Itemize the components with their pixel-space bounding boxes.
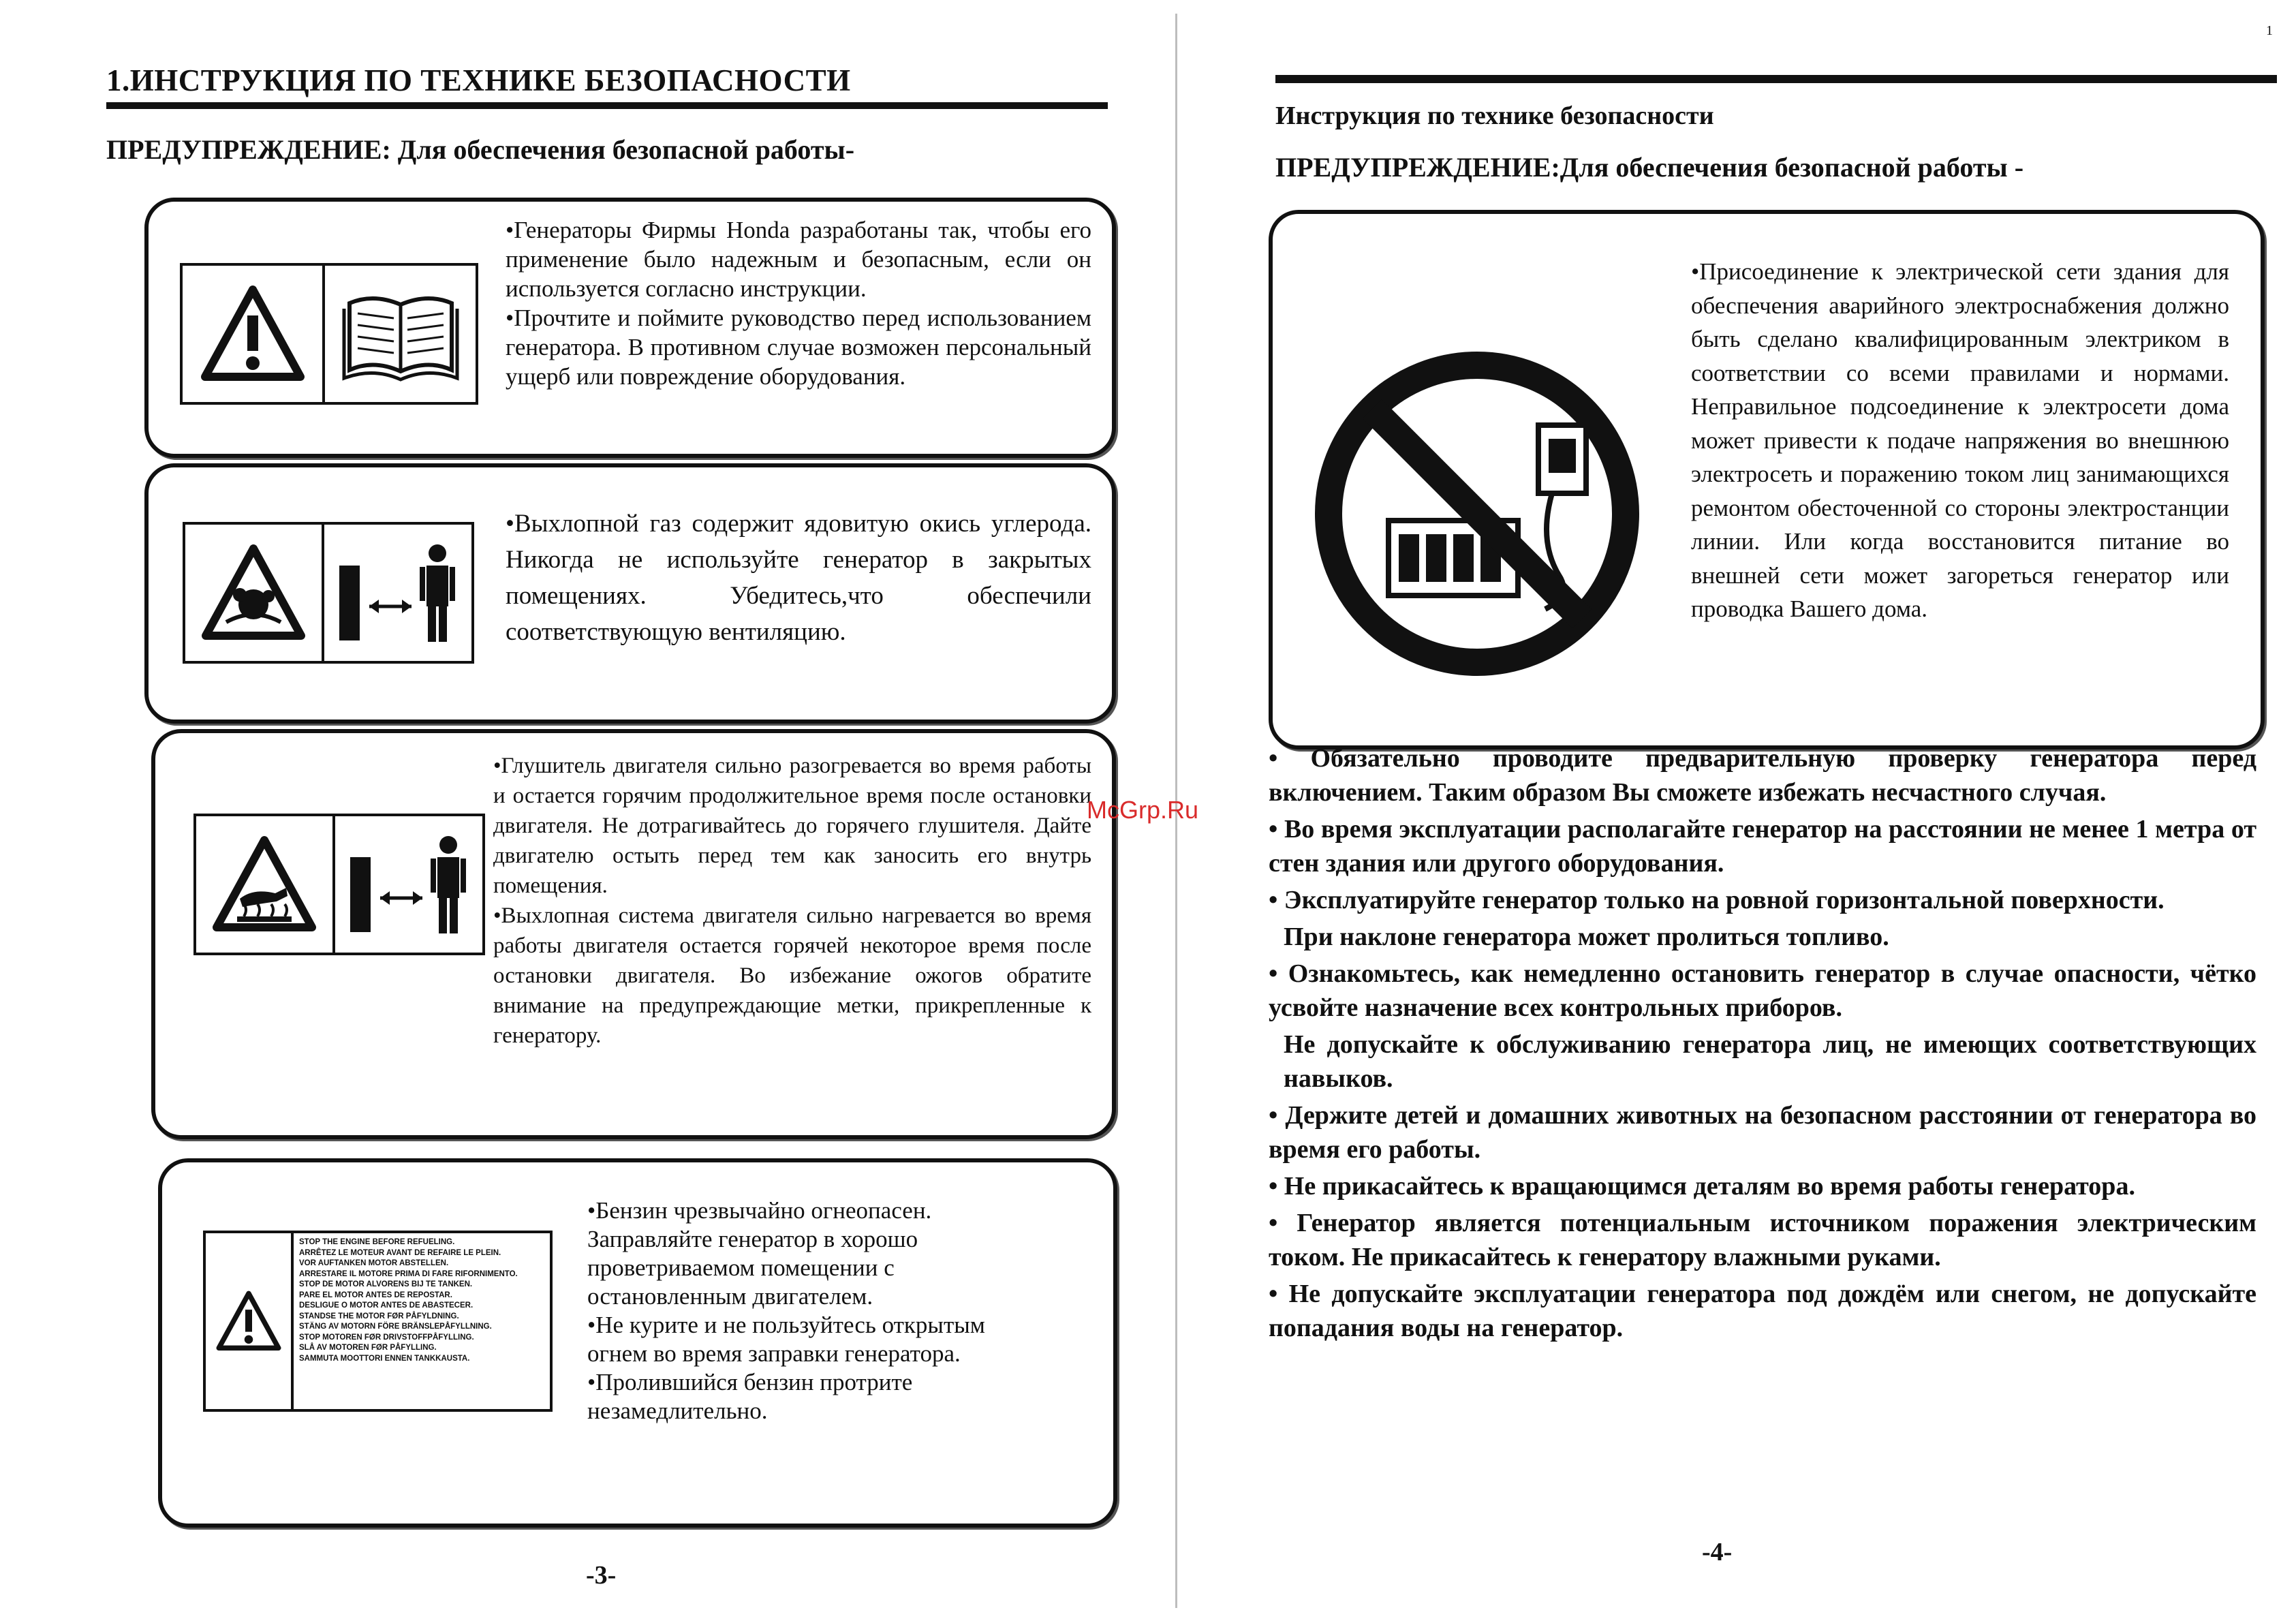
bullet-item: • Эксплуатируйте генератор только на ровной горизонтальной поверхности. xyxy=(1269,886,2165,914)
box2-paragraph-1: •Выхлопной газ содержит ядовитую окись углерода. Никогда не используйте генератор в закрытых помещениях. Убедитесь,что обеспечили соответствующую вентиляцию. xyxy=(506,510,1091,646)
box1-paragraph-2: •Прочтите и поймите руководство перед использованием генератора. В противном случае возможен персональный ущерб или повреждение оборудования. xyxy=(506,305,1091,390)
sticker-line: VOR AUFTANKEN MOTOR ABSTELLEN. xyxy=(299,1259,449,1267)
bullet-item: • Держите детей и домашних животных на безопасном расстоянии от генератора во время его работы. xyxy=(1269,1101,2256,1164)
page-number-right: -4- xyxy=(1702,1538,1733,1566)
box3-text xyxy=(493,751,1091,1051)
sticker-line: ARRÊTEZ LE MOTEUR AVANT DE REFAIRE LE PLEIN. xyxy=(299,1248,501,1257)
box1-paragraph-1: •Генераторы Фирмы Honda разработаны так, чтобы его применение было надежным и безопасным, если он используется согласно инструкции. xyxy=(506,217,1091,302)
sticker-line: STÄNG AV MOTORN FÖRE BRÄNSLEPÅFYLLNING. xyxy=(299,1323,492,1331)
sticker-line: ARRESTARE IL MOTORE PRIMA DI FARE RIFORNIMENTO. xyxy=(299,1269,518,1278)
box2-text xyxy=(506,506,1091,650)
sticker-line: STANDSE THE MOTOR FØR PÅFYLDNING. xyxy=(299,1312,459,1320)
watermark: McGrp.Ru xyxy=(1087,796,1199,824)
sticker-line: STOP MOTOREN FØR DRIVSTOFFPÅFYLLING. xyxy=(299,1333,474,1342)
box4-paragraph-3: •Пролившийся бензин протрите незамедлительно. xyxy=(587,1369,913,1424)
corner-mark: 1 xyxy=(2266,23,2273,38)
sticker-line: PARE EL MOTOR ANTES DE REPOSTAR. xyxy=(299,1290,452,1299)
title-underline xyxy=(106,102,1108,109)
sign-warning-manual xyxy=(180,263,478,405)
safety-box-grid-connection xyxy=(1269,210,2265,749)
open-book-icon xyxy=(322,266,476,402)
safety-bullet-list xyxy=(1269,741,2256,1348)
sticker-line: DESLIGUE O MOTOR ANTES DE ABASTECER. xyxy=(299,1301,474,1310)
sticker-line: SLÅ AV MOTOREN FØR PÅFYLLING. xyxy=(299,1344,437,1352)
box1-text xyxy=(506,215,1091,391)
bullet-item-continuation: Не допускайте к обслуживанию генератора лиц, не имеющих соответствующих навыков. xyxy=(1284,1030,2256,1093)
box3-paragraph-2: •Выхлопная система двигателя сильно нагревается во время работы двигателя остается горячей некоторое время после остановки двигателя. Во избежание ожогов обратите внимание на предупреждающие метки, прикрепленные к генератору. xyxy=(493,903,1091,1048)
no-grid-connection-icon xyxy=(1314,350,1641,677)
bullet-item: • Ознакомьтесь, как немедленно остановить генератор в случае опасности, чётко усвойте назначение всех контрольных приборов. xyxy=(1269,959,2256,1022)
person-distance-icon xyxy=(322,525,471,661)
sticker-line: SAMMUTA MOOTTORI ENNEN TANKKAUSTA. xyxy=(299,1354,470,1363)
safety-box-manual xyxy=(144,198,1116,458)
bullet-item: • Не прикасайтесь к вращающимся деталям во время работы генератора. xyxy=(1269,1172,2135,1201)
grid-box-text xyxy=(1691,255,2229,626)
safety-box-exhaust xyxy=(144,463,1116,724)
section-header: Инструкция по технике безопасности xyxy=(1275,102,1714,130)
warning-subtitle: ПРЕДУПРЕЖДЕНИЕ:Для обеспечения безопасной работы - xyxy=(1275,152,2024,183)
safety-box-fuel xyxy=(158,1158,1117,1528)
box4-paragraph-1: •Бензин чрезвычайно огнеопасен. Заправляйте генератор в хорошо проветриваемом помещении с остановленным двигателем. xyxy=(587,1197,932,1310)
bullet-item: • Обязательно проводите предварительную проверку генератора перед включением. Таким образом Вы сможете избежать несчастного случая. xyxy=(1269,744,2256,807)
sticker-line: STOP THE ENGINE BEFORE REFUELING. xyxy=(299,1238,455,1246)
bullet-item: • Во время эксплуатации располагайте генератор на расстоянии не менее 1 метра от стен здания или другого оборудования. xyxy=(1269,815,2256,878)
box3-paragraph-1: •Глушитель двигателя сильно разогревается во время работы и остается горячим продолжительное время после остановки двигателя. Не дотрагивайтесь до горячего глушителя. Дайте двигателю остыть перед тем как заносить его внутрь помещения. xyxy=(493,754,1091,898)
box4-text xyxy=(587,1196,1037,1425)
sign-toxic-gas xyxy=(183,522,474,664)
sticker-line: STOP DE MOTOR ALVORENS BIJ TE TANKEN. xyxy=(299,1280,473,1288)
sticker-refuel-warning xyxy=(203,1231,553,1412)
warning-subtitle: ПРЕДУПРЕЖДЕНИЕ: Для обеспечения безопасной работы- xyxy=(106,134,855,165)
page-title: 1.ИНСТРУКЦИЯ ПО ТЕХНИКЕ БЕЗОПАСНОСТИ xyxy=(106,63,851,97)
toxic-gas-icon xyxy=(185,525,322,661)
bullet-item: • Не допускайте эксплуатации генератора под дождём или снегом, не допускайте попадания воды на генератор. xyxy=(1269,1280,2256,1342)
warning-triangle-icon xyxy=(183,266,322,402)
safety-box-muffler xyxy=(151,729,1116,1139)
box4-paragraph-2: •Не курите и не пользуйтесь открытым огнем во время заправки генератора. xyxy=(587,1312,985,1367)
person-distance-icon xyxy=(332,816,482,953)
bullet-item-continuation: При наклоне генератора может пролиться топливо. xyxy=(1284,923,1889,951)
page-number-left: -3- xyxy=(586,1561,617,1590)
warning-triangle-icon xyxy=(206,1233,294,1409)
top-rule xyxy=(1275,75,2277,83)
grid-box-paragraph: •Присоединение к электрической сети здания для обеспечения аварийного электроснабжения должно быть сделано квалифицированным электриком в соответствии со всеми правилами и нормами. Неправильное подсоединение к электросети дома может привести к подаче напряжения во внешнюю электросеть и поражению током лиц занимающихся ремонтом обесточенной со стороны электростанции линии. Или когда восстановится питание во внешней сети может загореться генератор или проводка Вашего дома. xyxy=(1691,258,2229,622)
sticker-multilingual-text xyxy=(294,1233,550,1409)
bullet-item: • Генератор является потенциальным источником поражения электрическим током. Не прикасайтесь к генератору влажными руками. xyxy=(1269,1209,2256,1271)
hot-surface-icon xyxy=(196,816,332,953)
sign-hot-surface xyxy=(193,814,485,955)
